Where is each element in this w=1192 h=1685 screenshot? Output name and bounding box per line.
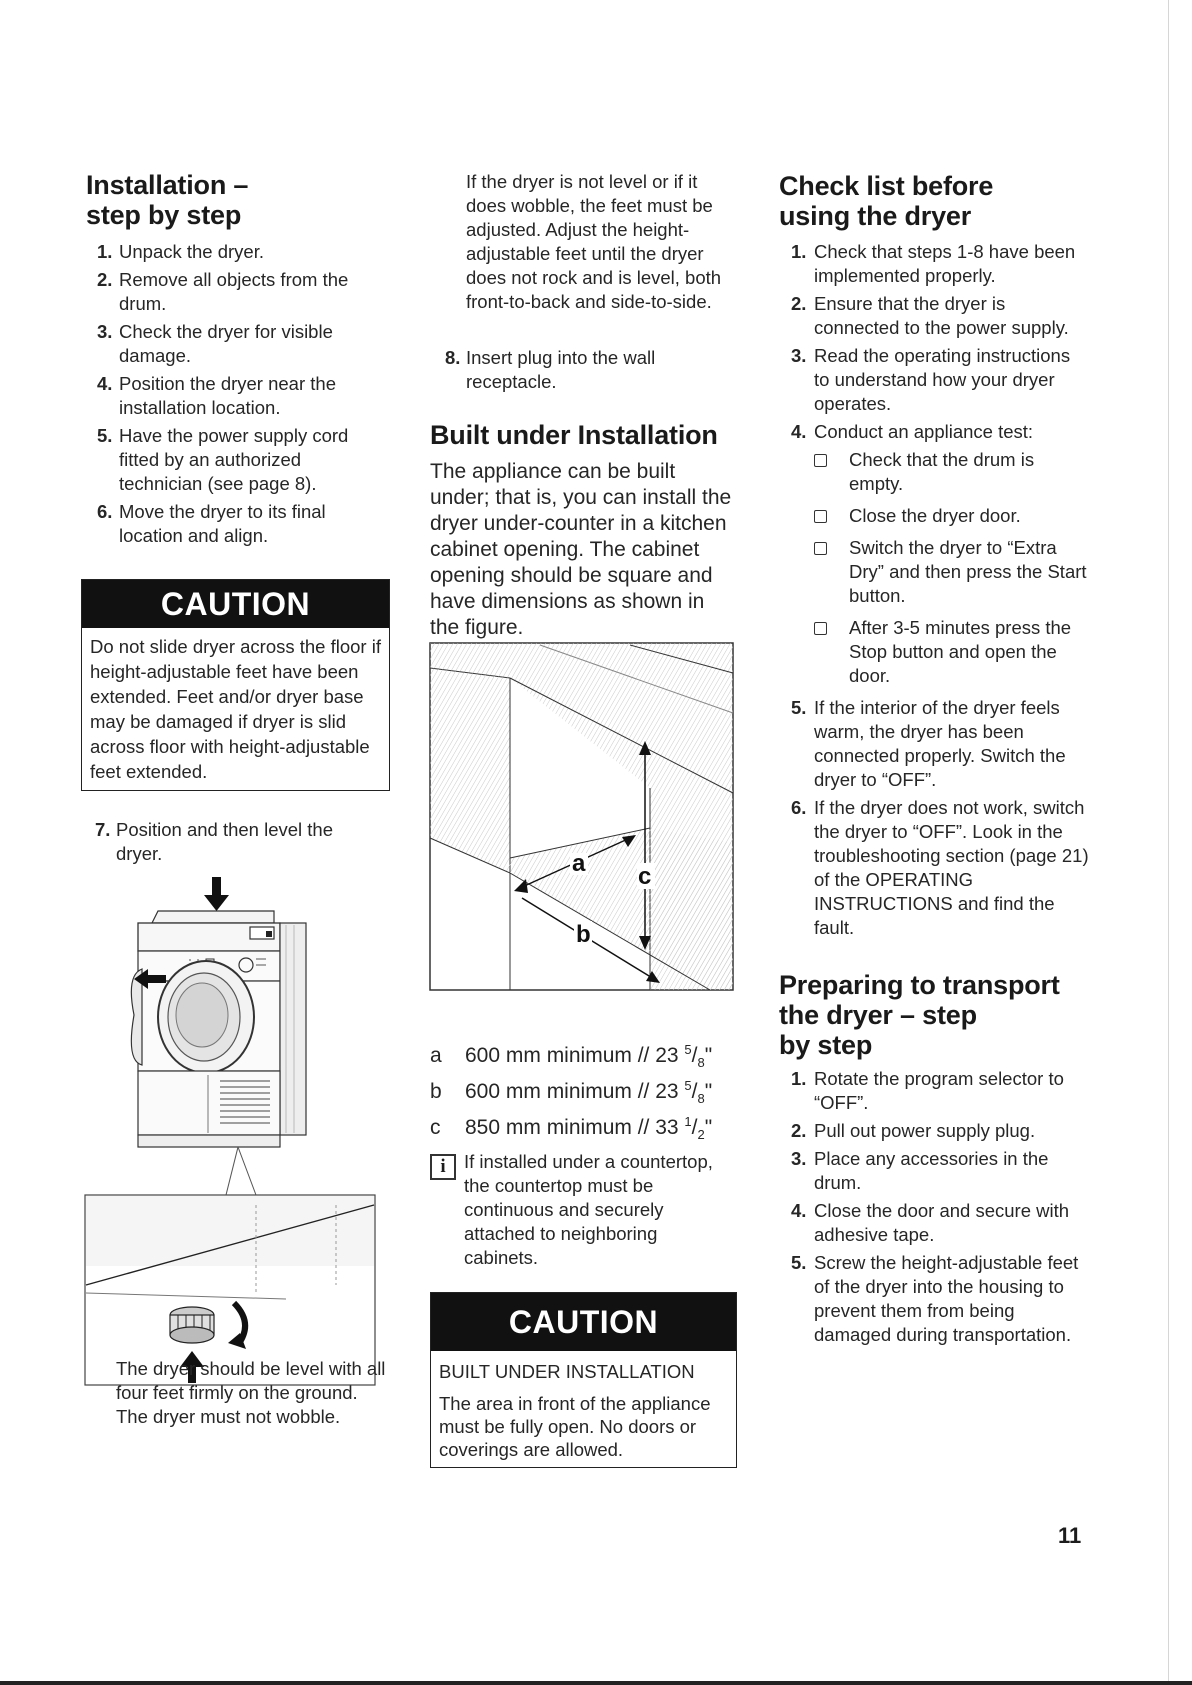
list-item (86, 372, 376, 420)
caution-box-sliding (81, 579, 390, 791)
figure-label-a: a (572, 850, 586, 877)
fraction-denominator: 8 (697, 1055, 705, 1071)
step-text: Position and then level the dryer. (116, 819, 334, 864)
section-title-checklist (779, 171, 993, 231)
dimension-value: 850 mm minimum // 33 (465, 1116, 685, 1139)
step-text: Check the dryer for visible damage. (119, 321, 333, 366)
step-text: Pull out power supply plug. (814, 1120, 1036, 1141)
step-number: 3. (97, 321, 113, 342)
figure-label-b: b (576, 921, 591, 948)
list-item (86, 320, 376, 368)
step-text: Remove all objects from the drum. (119, 269, 349, 314)
installation-step-8 (430, 346, 737, 398)
step-number: 4. (791, 421, 807, 442)
title-line-2: using the dryer (779, 201, 972, 231)
down-arrow-head-icon (204, 895, 229, 911)
step-text: Check that steps 1-8 have been implemented properly. (814, 241, 1076, 286)
dryer-leveling-illustration (86, 875, 386, 1345)
checkbox-item (814, 448, 1090, 496)
down-arrow-icon (212, 877, 221, 897)
step-number: 1. (791, 241, 807, 262)
dimension-key: a (430, 1044, 442, 1067)
caution-body (431, 1351, 736, 1467)
info-text: If installed under a countertop, the countertop must be continuous and securely attached to neighboring cabinets. (464, 1151, 713, 1268)
fraction-numerator: 5 (684, 1042, 692, 1057)
checkbox-item (814, 536, 1090, 608)
built-under-intro: The appliance can be built under; that is, you can install the dryer under-counter in a kitchen cabinet opening. The cabinet opening should be square and have dimensions as shown in the figure. (430, 460, 732, 639)
list-item (86, 424, 376, 496)
checkbox-text: Switch the dryer to “Extra Dry” and then press the Start button. (849, 537, 1087, 606)
fraction-denominator: 8 (697, 1091, 705, 1107)
list-item (779, 292, 1090, 340)
level-instructions: The dryer should be level with all four feet firmly on the ground. The dryer must not wobble. (116, 1358, 386, 1427)
step-number: 8. (445, 347, 461, 368)
step-text: Insert plug into the wall receptacle. (466, 347, 656, 392)
title-line-3: by step (779, 1030, 873, 1060)
page-number: 11 (1058, 1523, 1082, 1548)
checkbox-text: Close the dryer door. (849, 505, 1021, 526)
list-item (779, 1199, 1090, 1247)
step-text: If the dryer does not work, switch the dryer to “OFF”. Look in the troubleshooting section (page 21) of the OPERATING INSTRUCTIONS and find the fault. (814, 797, 1089, 938)
page-edge-line (1168, 0, 1169, 1685)
list-item (779, 1067, 1090, 1115)
figure-label-c: c (638, 863, 652, 890)
list-item (779, 344, 1090, 416)
step-number: 3. (791, 345, 807, 366)
checkbox-icon (814, 542, 827, 555)
step-text: Ensure that the dryer is connected to the power supply. (814, 293, 1069, 338)
step-number: 5. (97, 425, 113, 446)
caution-title: CAUTION (431, 1293, 736, 1351)
step-number: 1. (97, 241, 113, 262)
step-number: 7. (95, 819, 111, 840)
inch-mark: " (704, 1080, 713, 1103)
section-title-installation (86, 170, 248, 230)
step-number: 4. (791, 1200, 807, 1221)
step-number: 2. (97, 269, 113, 290)
list-item (779, 696, 1090, 792)
list-item (779, 796, 1090, 940)
fraction-numerator: 5 (684, 1078, 692, 1093)
dimension-key: b (430, 1080, 442, 1103)
checklist-steps (779, 240, 1090, 944)
dimension-row-a: a 600 mm minimum // 23 $^5/_8$" (430, 1042, 713, 1071)
inch-mark: " (704, 1044, 713, 1067)
checkbox-icon (814, 454, 827, 467)
title-line-1: Check list before (779, 171, 994, 201)
dimension-key: c (430, 1116, 441, 1139)
dimension-value: 600 mm minimum // 23 (465, 1080, 685, 1103)
list-item (779, 1147, 1090, 1195)
caution-text: Do not slide dryer across the floor if height-adjustable feet have been extended. Feet and/or dryer base may be damaged if dryer is slid across floor with height-adjustable feet extended. (90, 636, 381, 782)
dimension-value: 600 mm minimum // 23 (465, 1044, 685, 1067)
section-title-transport (779, 970, 1060, 1060)
title-line-2: the dryer – step (779, 1000, 977, 1030)
step-text: Conduct an appliance test: (814, 421, 1034, 442)
caution-subtitle: BUILT UNDER INSTALLATION (439, 1361, 695, 1382)
section-title-built-under: Built under Installation (430, 420, 718, 450)
list-item (779, 240, 1090, 288)
caution-box-built-under (430, 1292, 737, 1468)
list-item (430, 346, 737, 394)
appliance-test-subitems (814, 448, 1090, 688)
cabinet-dimensions-figure (430, 643, 733, 990)
list-item (86, 240, 376, 264)
installation-steps (86, 240, 376, 552)
info-note (430, 1150, 737, 1270)
checkbox-text: Check that the drum is empty. (849, 449, 1035, 494)
list-item (86, 268, 376, 316)
caution-title: CAUTION (82, 580, 389, 628)
list-item (86, 818, 376, 866)
step-text: Screw the height-adjustable feet of the dryer into the housing to prevent them from being damaged during transportation. (814, 1252, 1079, 1345)
step-number: 4. (97, 373, 113, 394)
info-icon: i (430, 1154, 456, 1180)
step-text: Place any accessories in the drum. (814, 1148, 1049, 1193)
step-number: 6. (791, 797, 807, 818)
step-number: 2. (791, 293, 807, 314)
list-item (779, 1251, 1090, 1347)
step-text: Move the dryer to its final location and align. (119, 501, 326, 546)
step-number: 5. (791, 697, 807, 718)
checkbox-icon (814, 622, 827, 635)
page-bottom-border (0, 1681, 1192, 1685)
list-item (779, 1119, 1090, 1143)
fraction-denominator: 2 (697, 1127, 705, 1143)
checkbox-text: After 3-5 minutes press the Stop button and open the door. (849, 617, 1072, 686)
step-text: Unpack the dryer. (119, 241, 264, 262)
dimension-row-b: b 600 mm minimum // 23 $^5/_8$" (430, 1078, 713, 1107)
list-item (86, 500, 376, 548)
dimension-row-c: c 850 mm minimum // 33 $^1/_2$" (430, 1114, 713, 1143)
step-text: Have the power supply cord fitted by an authorized technician (see page 8). (119, 425, 349, 494)
fraction-numerator: 1 (684, 1114, 692, 1129)
title-line-1: Installation – (86, 170, 249, 200)
step-number: 3. (791, 1148, 807, 1169)
checkbox-item (814, 616, 1090, 688)
list-item (779, 420, 1090, 688)
step-text: Position the dryer near the installation location. (119, 373, 336, 418)
step-number: 2. (791, 1120, 807, 1141)
transport-steps (779, 1067, 1090, 1351)
title-line-2: step by step (86, 200, 242, 230)
wobble-instructions: If the dryer is not level or if it does wobble, the feet must be adjusted. Adjust the height-adjustable feet until the dryer does not rock and is level, both front-to-back and side-to-side. (466, 171, 722, 312)
caution-text: The area in front of the appliance must be fully open. No doors or coverings are allowed. (439, 1393, 711, 1460)
checkbox-icon (814, 510, 827, 523)
step-text: Read the operating instructions to understand how your dryer operates. (814, 345, 1071, 414)
step-text: Close the door and secure with adhesive tape. (814, 1200, 1070, 1245)
title-line-1: Preparing to transport (779, 970, 1060, 1000)
step-number: 5. (791, 1252, 807, 1273)
step-number: 6. (97, 501, 113, 522)
checkbox-item (814, 504, 1090, 528)
step-text: If the interior of the dryer feels warm, the dryer has been connected properly. Switch the dryer to “OFF”. (814, 697, 1066, 790)
installation-step-7 (86, 818, 376, 870)
step-text: Rotate the program selector to “OFF”. (814, 1068, 1064, 1113)
inch-mark: " (704, 1116, 713, 1139)
step-number: 1. (791, 1068, 807, 1089)
